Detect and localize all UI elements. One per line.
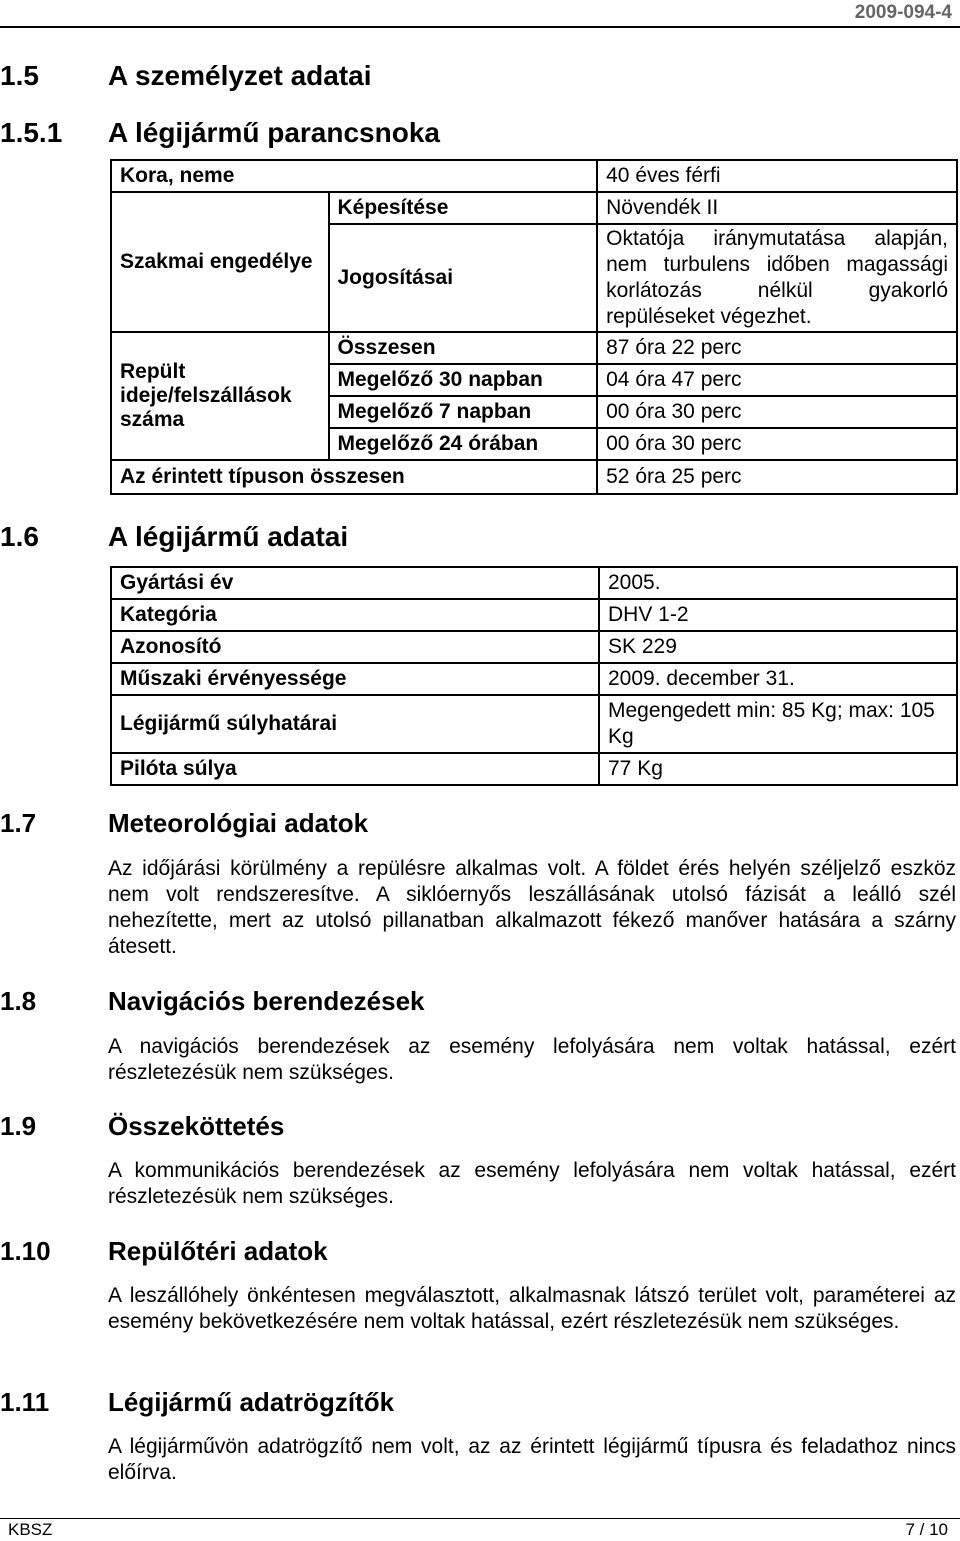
section-number: 1.5.1 [0, 117, 63, 148]
section-title: A légijármű parancsnoka [108, 117, 440, 148]
type-total-value: 52 óra 25 perc [597, 460, 957, 494]
last-24-hours-label: Megelőző 24 órában [329, 428, 598, 460]
section-number: 1.7 [0, 808, 37, 838]
aircraft-value: DHV 1-2 [599, 599, 957, 631]
license-label: Szakmai engedélye [111, 192, 329, 332]
total-value: 87 óra 22 perc [597, 332, 957, 364]
aircraft-value: 2009. december 31. [599, 663, 957, 695]
section-title: A légijármű adatai [108, 521, 349, 552]
aircraft-label: Gyártási év [111, 567, 599, 599]
last-30-days-label: Megelőző 30 napban [329, 364, 598, 396]
section-number: 1.6 [0, 521, 39, 552]
section-number: 1.11 [0, 1387, 50, 1417]
flight-time-label: Repült ideje/felszállások száma [111, 332, 329, 460]
last-7-days-value: 00 óra 30 perc [597, 396, 957, 428]
header-rule [0, 26, 960, 28]
aircraft-label: Azonosító [111, 631, 599, 663]
footer-organization: KBSZ [8, 1520, 53, 1539]
section-title: A személyzet adatai [108, 60, 372, 91]
section-number: 1.8 [0, 986, 37, 1016]
section-number: 1.9 [0, 1111, 37, 1141]
age-name-value: 40 éves férfi [597, 160, 957, 192]
aircraft-label: Műszaki érvényessége [111, 663, 599, 695]
privileges-value: Oktatója iránymutatása alapján, nem turbulens időben magassági korlátozás nélkül gyakorló repüléseket végezhet. [597, 224, 957, 332]
document-id: 2009-094-4 [854, 2, 952, 23]
aircraft-label: Légijármű súlyhatárai [111, 695, 599, 753]
aircraft-table [110, 566, 958, 786]
section-number: 1.10 [0, 1236, 51, 1266]
section-1-8-text: A navigációs berendezések az esemény lefolyására nem voltak hatással, ezért részletezésük nem szükséges. [108, 1035, 956, 1084]
section-title: Légijármű adatrögzítők [108, 1387, 395, 1417]
qualification-value: Növendék II [597, 192, 957, 224]
section-title: Meteorológiai adatok [108, 808, 369, 838]
aircraft-label: Pilóta súlya [111, 753, 599, 785]
section-1-7-text: Az időjárási körülmény a repülésre alkalmas volt. A földet érés helyén széljelző eszköz nem volt rendszeresítve. A siklóernyős leszállásának utolsó fázisát a leálló szél nehezítette, mert az utolsó pillanatban alkalmazott fékező manőver hatására a szárny átesett. [108, 857, 956, 958]
last-30-days-value: 04 óra 47 perc [597, 364, 957, 396]
last-24-hours-value: 00 óra 30 perc [597, 428, 957, 460]
section-1-10-text: A leszállóhely önkéntesen megválasztott, alkalmasnak látszó terület volt, paraméterei az esemény bekövetkezésére nem voltak hatással, ezért részletezésük nem szükséges. [108, 1284, 956, 1333]
aircraft-value: Megengedett min: 85 Kg; max: 105 Kg [599, 695, 957, 753]
footer-rule [0, 1518, 960, 1519]
aircraft-label: Kategória [111, 599, 599, 631]
section-number: 1.5 [0, 60, 39, 91]
section-1-9-text: A kommunikációs berendezések az esemény lefolyására nem voltak hatással, ezért részletezésük nem szükséges. [108, 1159, 956, 1208]
section-title: Repülőtéri adatok [108, 1236, 328, 1266]
qualification-label: Képesítése [329, 192, 598, 224]
aircraft-value: 2005. [599, 567, 957, 599]
page-number: 7 / 10 [905, 1520, 948, 1539]
section-1-11-text: A légijárművön adatrögzítő nem volt, az az érintett légijármű típusra és feladathoz nincs előírva. [108, 1435, 956, 1484]
type-total-label: Az érintett típuson összesen [111, 460, 597, 494]
section-title: Navigációs berendezések [108, 986, 425, 1016]
last-7-days-label: Megelőző 7 napban [329, 396, 598, 428]
section-title: Összeköttetés [108, 1111, 285, 1141]
aircraft-value: SK 229 [599, 631, 957, 663]
privileges-label: Jogosításai [329, 224, 598, 332]
total-label: Összesen [329, 332, 598, 364]
commander-table [110, 159, 958, 495]
aircraft-value: 77 Kg [599, 753, 957, 785]
age-name-label: Kora, neme [111, 160, 597, 192]
